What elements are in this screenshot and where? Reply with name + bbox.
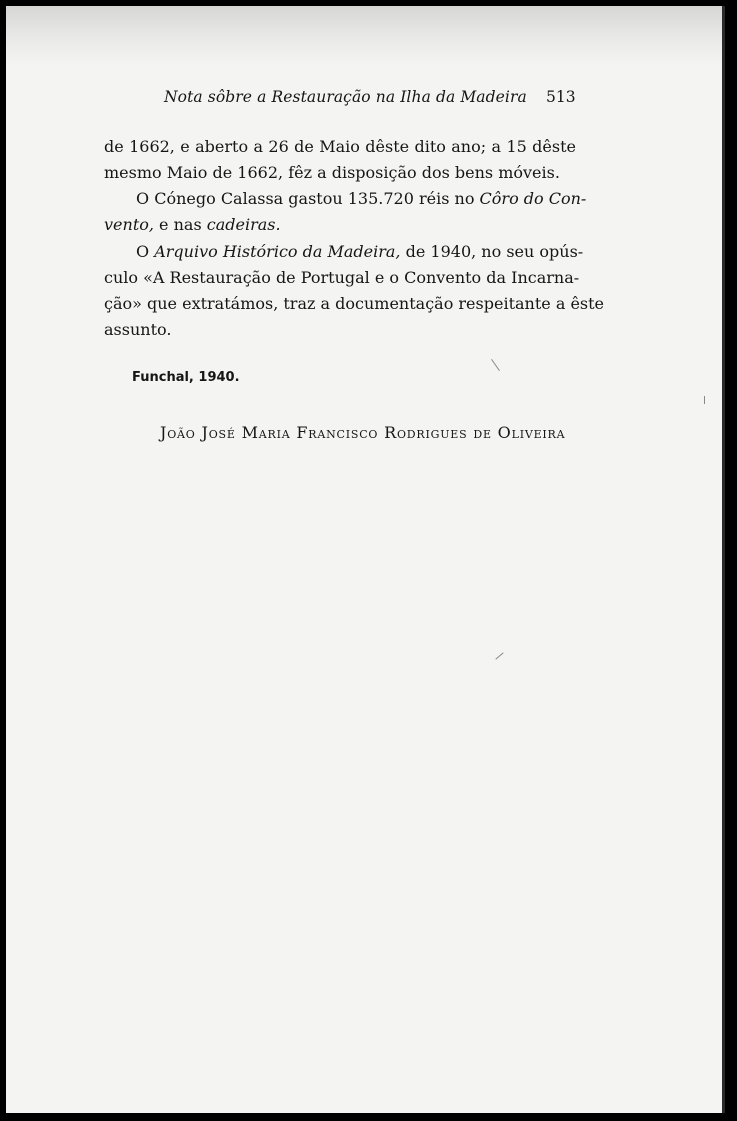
scan-shadow	[6, 6, 722, 66]
line-4-italic-b: cadeiras.	[206, 215, 281, 234]
line-5-text-a: O	[136, 242, 155, 261]
body-line-3	[136, 189, 587, 208]
scan-speck	[495, 652, 503, 659]
body-line-1: de 1662, e aberto a 26 de Maio dêste dito ano; a 15 dêste	[104, 137, 576, 156]
body-line-4	[104, 215, 576, 234]
author-signature: João José Maria Francisco Rodrigues de Oliveira	[160, 423, 566, 442]
body-line-8: assunto.	[104, 320, 172, 339]
place-date: Funchal, 1940.	[132, 370, 240, 385]
line-3-text: O Cónego Calassa gastou 135.720 réis no	[136, 189, 480, 208]
scan-speck	[491, 359, 500, 371]
body-line-2: mesmo Maio de 1662, fêz a disposição dos bens móveis.	[104, 163, 560, 182]
page-number: 513	[546, 88, 576, 106]
line-5-italic: Arquivo Histórico da Madeira,	[154, 242, 401, 261]
line-3-italic: Côro do Con-	[479, 189, 587, 208]
document-page	[6, 6, 725, 1113]
line-5-text-b: de 1940, no seu opús-	[400, 242, 584, 261]
body-line-5	[136, 242, 584, 261]
scan-speck	[704, 396, 705, 404]
running-title: Nota sôbre a Restauração na Ilha da Madeira	[164, 88, 527, 106]
line-4-italic-a: vento,	[104, 215, 154, 234]
body-line-7: ção» que extratámos, traz a documentação respeitante a êste	[104, 294, 605, 313]
line-4-text: e nas	[153, 215, 207, 234]
body-line-6: culo «A Restauração de Portugal e o Convento da Incarna-	[104, 268, 580, 287]
